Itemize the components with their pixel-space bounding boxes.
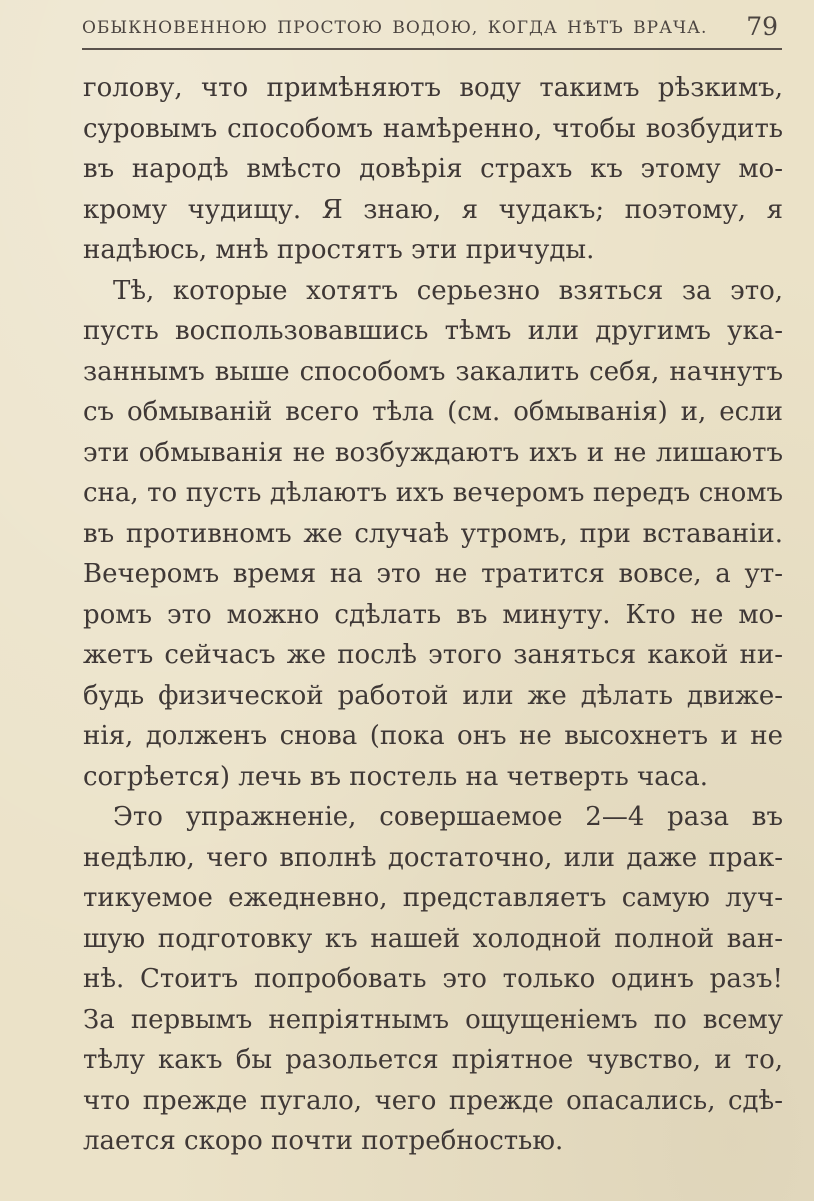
text-line: шую подготовку къ нашей холодной полной ван-: [83, 923, 783, 954]
text-line: голову, что примѣняютъ воду такимъ рѣзкимъ,: [83, 73, 783, 103]
text-line: въ народѣ вмѣсто довѣрія страхъ къ этому мо-: [83, 154, 783, 184]
text-line: тикуемое ежедневно, представляетъ самую луч-: [83, 883, 783, 913]
text-line: жетъ сейчасъ же послѣ этого заняться какой ни-: [83, 640, 783, 670]
body-text: [83, 68, 783, 1162]
text-line: пусть воспользовавшись тѣмъ или другимъ ука-: [83, 316, 783, 346]
header-rule: [82, 48, 782, 50]
text-line: согрѣется) лечь въ постель на четверть часа.: [83, 761, 709, 792]
text-line: Это упражненіе, совершаемое 2—4 раза въ: [113, 802, 783, 832]
running-header: [82, 12, 782, 44]
text-line: будь физической работой или же дѣлать движе-: [83, 680, 783, 711]
text-line: надѣюсь, мнѣ простятъ эти причуды.: [83, 235, 595, 265]
text-line: Тѣ, которые хотятъ серьезно взяться за это,: [113, 275, 783, 306]
text-line: въ противномъ же случаѣ утромъ, при вставаніи.: [83, 518, 783, 549]
text-line: Вечеромъ время на это не тратится вовсе, а ут-: [83, 559, 783, 589]
text-line: эти обмыванія не возбуждаютъ ихъ и не лишаютъ: [83, 437, 783, 468]
running-title: ОБЫКНОВЕННОЮ ПРОСТОЮ ВОДОЮ, КОГДА НѢТЪ ВРАЧА.: [82, 18, 708, 38]
text-line: заннымъ выше способомъ закалить себя, начнутъ: [83, 356, 783, 387]
text-line: тѣлу какъ бы разольется пріятное чувство, и то,: [83, 1045, 783, 1075]
text-line: нѣ. Стоитъ попробовать это только одинъ разъ!: [83, 964, 783, 994]
text-line: ромъ это можно сдѣлать въ минуту. Кто не мо-: [83, 599, 783, 630]
text-line: сна, то пусть дѣлаютъ ихъ вечеромъ передъ сномъ: [83, 478, 783, 508]
text-line: недѣлю, чего вполнѣ достаточно, или даже прак-: [83, 842, 783, 873]
text-line: лается скоро почти потребностью.: [83, 1126, 564, 1156]
text-line: что прежде пугало, чего прежде опасались, сдѣ-: [83, 1085, 783, 1116]
page-number: 79: [746, 12, 778, 41]
text-line: нія, долженъ снова (пока онъ не высохнетъ и не: [83, 721, 783, 751]
text-line: съ обмываній всего тѣла (см. обмыванія) и, если: [83, 397, 783, 427]
text-line: суровымъ способомъ намѣренно, чтобы возбудить: [83, 113, 783, 144]
text-line: За первымъ непріятнымъ ощущеніемъ по всему: [83, 1004, 783, 1035]
text-line: крому чудищу. Я знаю, я чудакъ; поэтому, я: [83, 194, 783, 225]
